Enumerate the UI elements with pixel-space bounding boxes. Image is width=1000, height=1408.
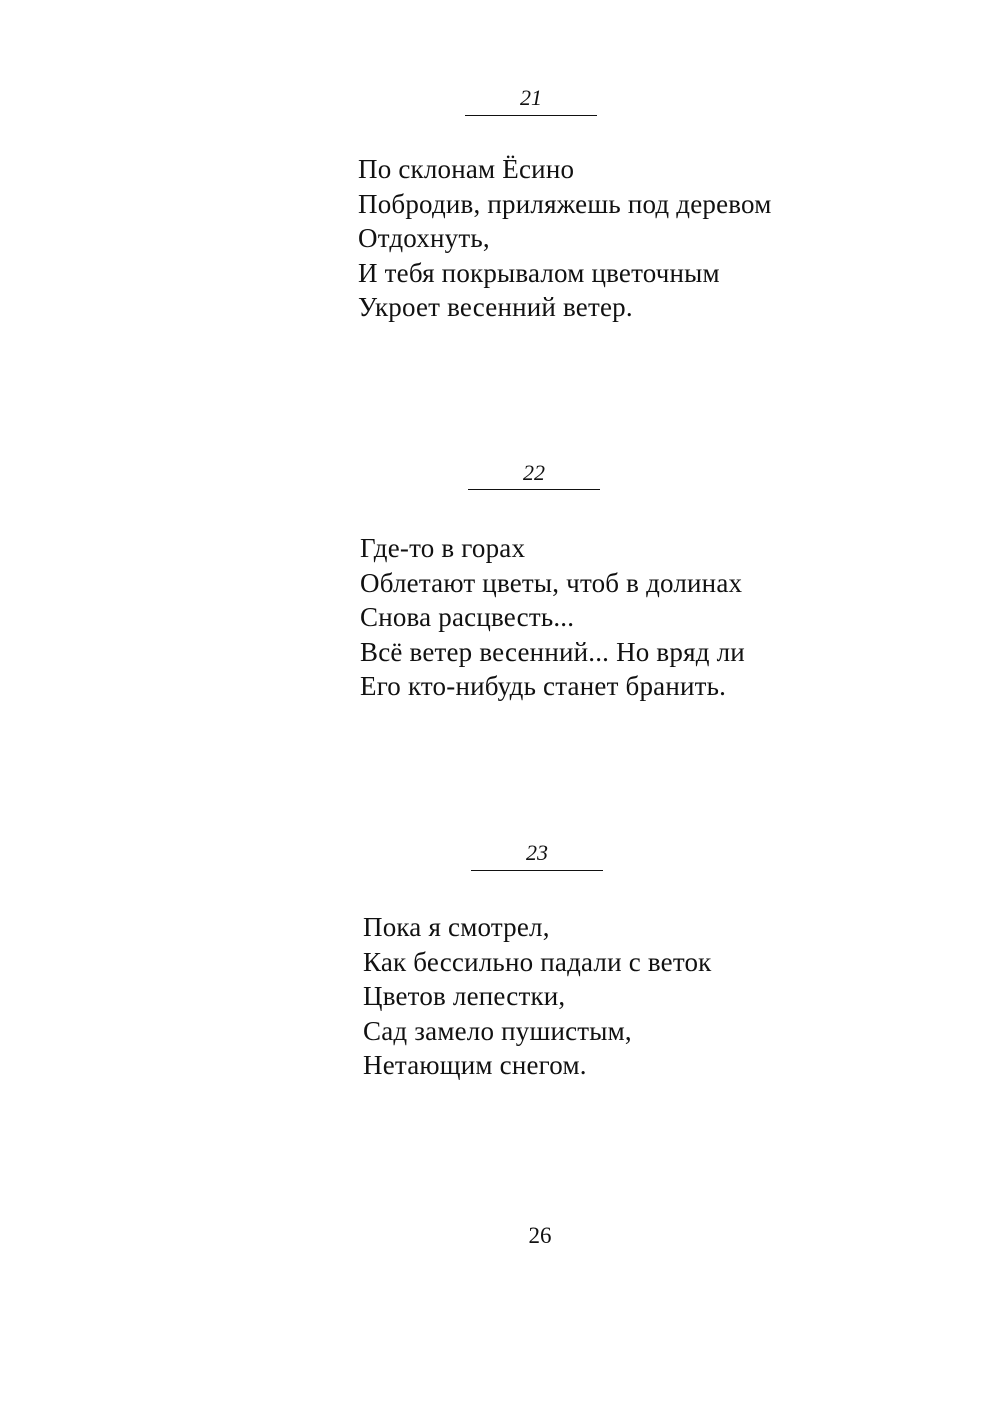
poem-line: Снова расцвесть... [360,602,575,632]
poem-number-rule [471,870,603,871]
poem-number-rule [468,489,600,490]
poem-number: 22 [523,460,545,485]
poem-lines [360,531,745,704]
poem-lines [358,152,772,325]
poem-line: Где-то в горах [360,533,526,563]
poem-number: 23 [526,840,548,865]
poem-line: Побродив, приляжешь под деревом [358,188,772,219]
poem-line: Сад замело пушистым, [363,1015,632,1046]
poem-line: Укроет весенний ветер. [358,292,633,322]
poem-lines [363,910,711,1083]
poem-line: Как бессильно падали с веток [363,946,712,977]
page-number: 26 [528,1223,552,1248]
poem-line: И тебя покрывалом цветочным [358,257,720,288]
poem-line: Отдохнуть, [358,223,490,253]
poem-line: Нетающим снегом. [363,1050,587,1080]
poem-line: Всё ветер весенний... Но вряд ли [360,636,745,667]
poem-line: По склонам Ёсино [358,154,575,184]
poem-number: 21 [520,85,542,110]
poem-line: Пока я смотрел, [363,912,550,942]
poem-line: Облетают цветы, чтоб в долинах [360,567,743,598]
poem-line: Цветов лепестки, [363,981,566,1011]
poem-line: Его кто-нибудь станет бранить. [360,671,727,701]
poem-number-rule [465,115,597,116]
